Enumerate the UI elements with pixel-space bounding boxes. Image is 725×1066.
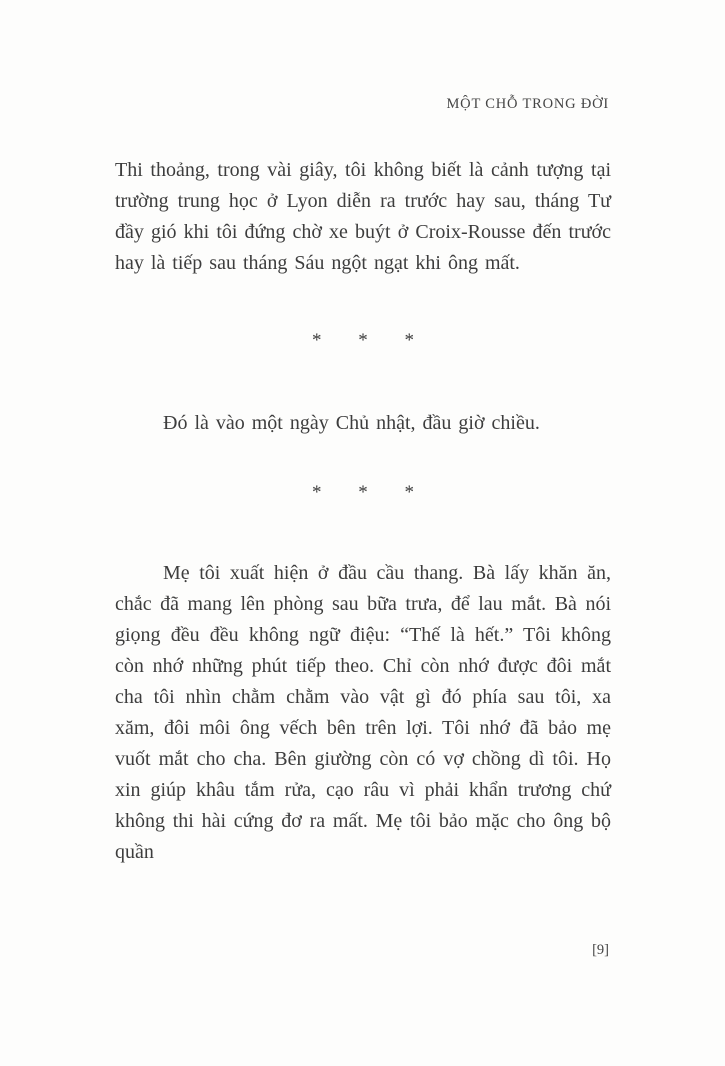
paragraph-1: Thi thoảng, trong vài giây, tôi không biết là cảnh tượng tại trường trung học ở Lyon diễn ra trước hay sau, tháng Tư đầy gió khi tôi đứng chờ xe buýt ở Croix-Rousse đến trước hay là tiếp sau tháng Sáu ngột ngạt khi ông mất. — [115, 159, 611, 274]
running-header: MỘT CHỖ TRONG ĐỜI — [446, 96, 609, 112]
page-number: [9] — [592, 942, 609, 958]
section-separator: * * * — [312, 482, 430, 503]
paragraph-2: Đó là vào một ngày Chủ nhật, đầu giờ chiều. — [163, 412, 540, 434]
text-block — [115, 155, 611, 868]
paragraph-3: Mẹ tôi xuất hiện ở đầu cầu thang. Bà lấy khăn ăn, chắc đã mang lên phòng sau bữa trưa, để lau mắt. Bà nói giọng đều đều không ngữ điệu: “Thế là hết.” Tôi không còn nhớ những phút tiếp theo. Chỉ còn nhớ được đôi mắt cha tôi nhìn chằm chằm vào vật gì đó phía sau tôi, xa xăm, đôi môi ông vếch bên trên lợi. Tôi nhớ đã bảo mẹ vuốt mắt cho cha. Bên giường còn có vợ chồng dì tôi. Họ xin giúp khâu tắm rửa, cạo râu vì phải khẩn trương chứ không thi hài cứng đơ ra mất. Mẹ tôi bảo mặc cho ông bộ quần — [115, 562, 611, 863]
section-separator: * * * — [312, 330, 430, 351]
